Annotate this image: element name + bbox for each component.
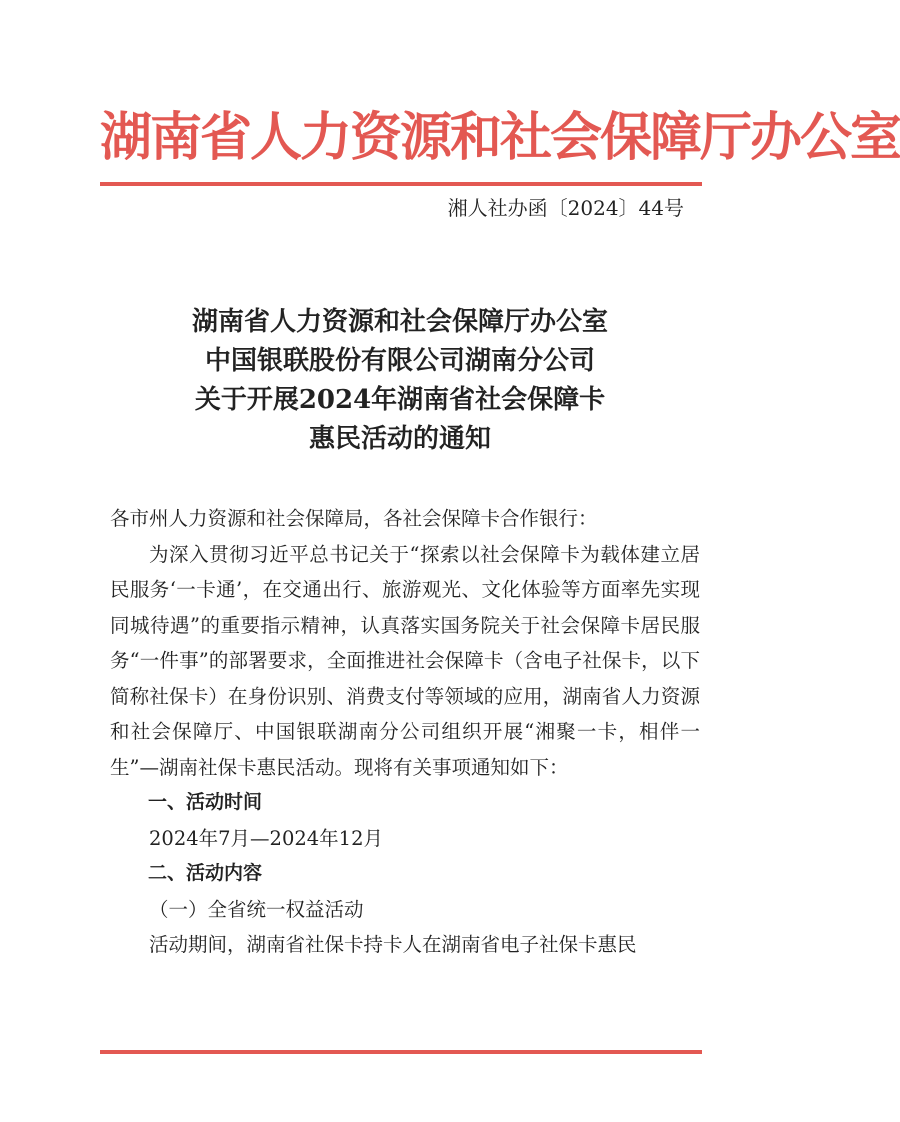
title-line: 关于开展2024年湖南省社会保障卡 — [194, 385, 606, 415]
intro-paragraph: 为深入贯彻习近平总书记关于“探索以社会保障卡为载体建立居民服务‘一卡通’，在交通出行、旅游观光、文化体验等方面率先实现同城待遇”的重要指示精神，认真落实国务院关于社会保障卡居民服务“一件事”的部署要求，全面推进社会保障卡（含电子社保卡，以下简称社保卡）在身份识别、消费支付等领域的应用，湖南省人力资源和社会保障厅、中国银联湖南分公司组织开展“湘聚一卡，相伴一生”—湖南社保卡惠民活动。现将有关事项通知如下： — [110, 542, 700, 779]
title-line: 惠民活动的通知 — [308, 424, 491, 454]
subsection-paragraph: 活动期间，湖南省社保卡持卡人在湖南省电子社保卡惠民 — [149, 933, 637, 956]
subsection-heading: （一）全省统一权益活动 — [149, 897, 364, 921]
title-line: 湖南省人力资源和社会保障厅办公室 — [191, 307, 608, 337]
salutation: 各市州人力资源和社会保障局，各社会保障卡合作银行： — [110, 507, 598, 530]
issuing-office-header: 湖南省人力资源和社会保障厅办公室 — [100, 107, 900, 168]
title-line: 中国银联股份有限公司湖南分公司 — [204, 346, 595, 376]
document-number: 湘人社办函〔2024〕44号 — [447, 196, 684, 220]
section-heading-time: 一、活动时间 — [148, 791, 263, 813]
document-title — [100, 303, 700, 459]
section-heading-content: 二、活动内容 — [148, 862, 263, 884]
footer-red-rule — [100, 1050, 702, 1054]
activity-period: 2024年7月—2024年12月 — [149, 826, 383, 850]
document-body — [110, 501, 700, 963]
header-red-rule — [100, 182, 702, 186]
